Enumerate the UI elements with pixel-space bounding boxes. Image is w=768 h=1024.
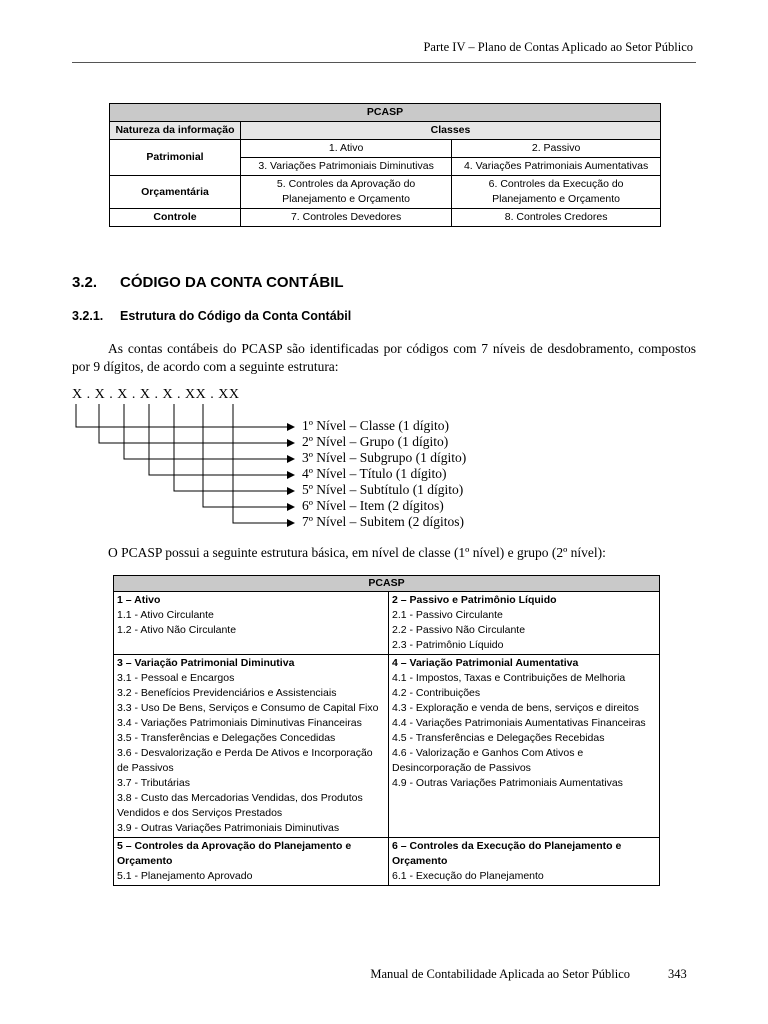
subgroup-item: 3.3 - Uso De Bens, Serviços e Consumo de Capital Fixo	[117, 702, 379, 714]
level-label: 3º Nível – Subgrupo (1 dígito)	[302, 450, 467, 465]
subgroup-item: 4.3 - Exploração e venda de bens, serviços e direitos	[392, 702, 639, 714]
subgroup-item: 3.1 - Pessoal e Encargos	[117, 672, 235, 684]
level-label: 1º Nível – Classe (1 dígito)	[302, 418, 450, 433]
footer-title: Manual de Contabilidade Aplicada ao Setor Público	[370, 967, 630, 981]
subgroup-item: 2.1 - Passivo Circulante	[392, 609, 503, 621]
subgroup-item: 4.4 - Variações Patrimoniais Aumentativas Financeiras	[392, 717, 646, 729]
class-cell: 7. Controles Devedores	[241, 209, 452, 227]
subgroup-item: 4.2 - Contribuições	[392, 687, 481, 699]
subgroup-item: 2.2 - Passivo Não Circulante	[392, 624, 526, 636]
class-cell: 5. Controles da Aprovação do Planejamento e Orçamento	[241, 176, 452, 209]
level-label: 6º Nível – Item (2 dígitos)	[302, 498, 444, 513]
subgroup-item: 4.6 - Valorização e Ganhos Com Ativos e Desincorporação de Passivos	[392, 747, 584, 774]
code-structure: X . X . X . X . X . XX . XX	[72, 387, 240, 402]
nature-column-header: Natureza da informação	[110, 122, 241, 140]
subgroup-item: 4.5 - Transferências e Delegações Recebidas	[392, 732, 605, 744]
structure-table-title: PCASP	[114, 576, 660, 592]
level-connector	[149, 404, 294, 475]
class-cell: 8. Controles Credores	[452, 209, 661, 227]
group-heading: 4 – Variação Patrimonial Aumentativa	[392, 657, 579, 669]
subgroup-item: 3.2 - Benefícios Previdenciários e Assistenciais	[117, 687, 337, 699]
subgroup-item: 3.7 - Tributárias	[117, 777, 190, 789]
classes-column-header: Classes	[241, 122, 661, 140]
level-label: 4º Nível – Título (1 dígito)	[302, 466, 447, 481]
level-connector	[203, 404, 294, 507]
subgroup-item: 3.8 - Custo das Mercadorias Vendidas, dos Produtos Vendidos e dos Serviços Prestados	[117, 792, 363, 819]
group-cell	[114, 838, 389, 886]
subgroup-item: 4.9 - Outras Variações Patrimoniais Aumentativas	[392, 777, 623, 789]
running-header: Parte IV – Plano de Contas Aplicado ao Setor Público	[423, 40, 693, 54]
level-label: 2º Nível – Grupo (1 dígito)	[302, 434, 449, 449]
subgroup-item: 2.3 - Patrimônio Líquido	[392, 639, 504, 651]
level-connector	[174, 404, 294, 491]
level-label: 5º Nível – Subtítulo (1 dígito)	[302, 482, 464, 497]
group-heading: 1 – Ativo	[117, 594, 161, 606]
subgroup-item: 3.6 - Desvalorização e Perda De Ativos e Incorporação de Passivos	[117, 747, 373, 774]
subgroup-item: 3.5 - Transferências e Delegações Concedidas	[117, 732, 336, 744]
group-cell	[114, 655, 389, 838]
subsection-number: 3.2.1.	[72, 309, 104, 323]
class-cell: 6. Controles da Execução do Planejamento e Orçamento	[452, 176, 661, 209]
level-connector	[233, 404, 294, 523]
subgroup-item: 5.1 - Planejamento Aprovado	[117, 870, 253, 882]
group-cell	[114, 592, 389, 655]
nature-cell: Controle	[110, 209, 241, 227]
page-number: 343	[668, 967, 687, 981]
level-label: 7º Nível – Subitem (2 dígitos)	[302, 514, 465, 529]
nature-cell: Patrimonial	[110, 140, 241, 176]
subgroup-item: 1.1 - Ativo Circulante	[117, 609, 214, 621]
group-heading: 5 – Controles da Aprovação do Planejamento e Orçamento	[117, 840, 352, 867]
group-cell	[389, 592, 660, 655]
class-cell: 3. Variações Patrimoniais Diminutivas	[241, 158, 452, 176]
level-connector	[76, 404, 294, 427]
class-cell: 4. Variações Patrimoniais Aumentativas	[452, 158, 661, 176]
classes-table-title: PCASP	[110, 104, 661, 122]
group-cell	[389, 838, 660, 886]
pcasp-structure-table	[113, 575, 660, 886]
subgroup-item: 4.1 - Impostos, Taxas e Contribuições de Melhoria	[392, 672, 626, 684]
class-cell: 1. Ativo	[241, 140, 452, 158]
group-heading: 3 – Variação Patrimonial Diminutiva	[117, 657, 295, 669]
subgroup-item: 6.1 - Execução do Planejamento	[392, 870, 544, 882]
subgroup-item: 1.2 - Ativo Não Circulante	[117, 624, 237, 636]
group-heading: 6 – Controles da Execução do Planejamento e Orçamento	[392, 840, 622, 867]
section-number: 3.2.	[72, 274, 98, 291]
level-connector	[99, 404, 294, 443]
class-cell: 2. Passivo	[452, 140, 661, 158]
structure-paragraph: O PCASP possui a seguinte estrutura básica, em nível de classe (1º nível) e grupo (2º nível):	[108, 545, 606, 560]
intro-paragraph: As contas contábeis do PCASP são identificadas por códigos com 7 níveis de desdobramento, compostos por 9 dígitos, de acordo com a seguinte estrutura:	[72, 341, 696, 374]
subsection-title: Estrutura do Código da Conta Contábil	[120, 309, 352, 323]
section-title: CÓDIGO DA CONTA CONTÁBIL	[120, 274, 344, 291]
subgroup-item: 3.9 - Outras Variações Patrimoniais Diminutivas	[117, 822, 340, 834]
subgroup-item: 3.4 - Variações Patrimoniais Diminutivas Financeiras	[117, 717, 362, 729]
group-heading: 2 – Passivo e Patrimônio Líquido	[392, 594, 557, 606]
group-cell	[389, 655, 660, 838]
nature-cell: Orçamentária	[110, 176, 241, 209]
